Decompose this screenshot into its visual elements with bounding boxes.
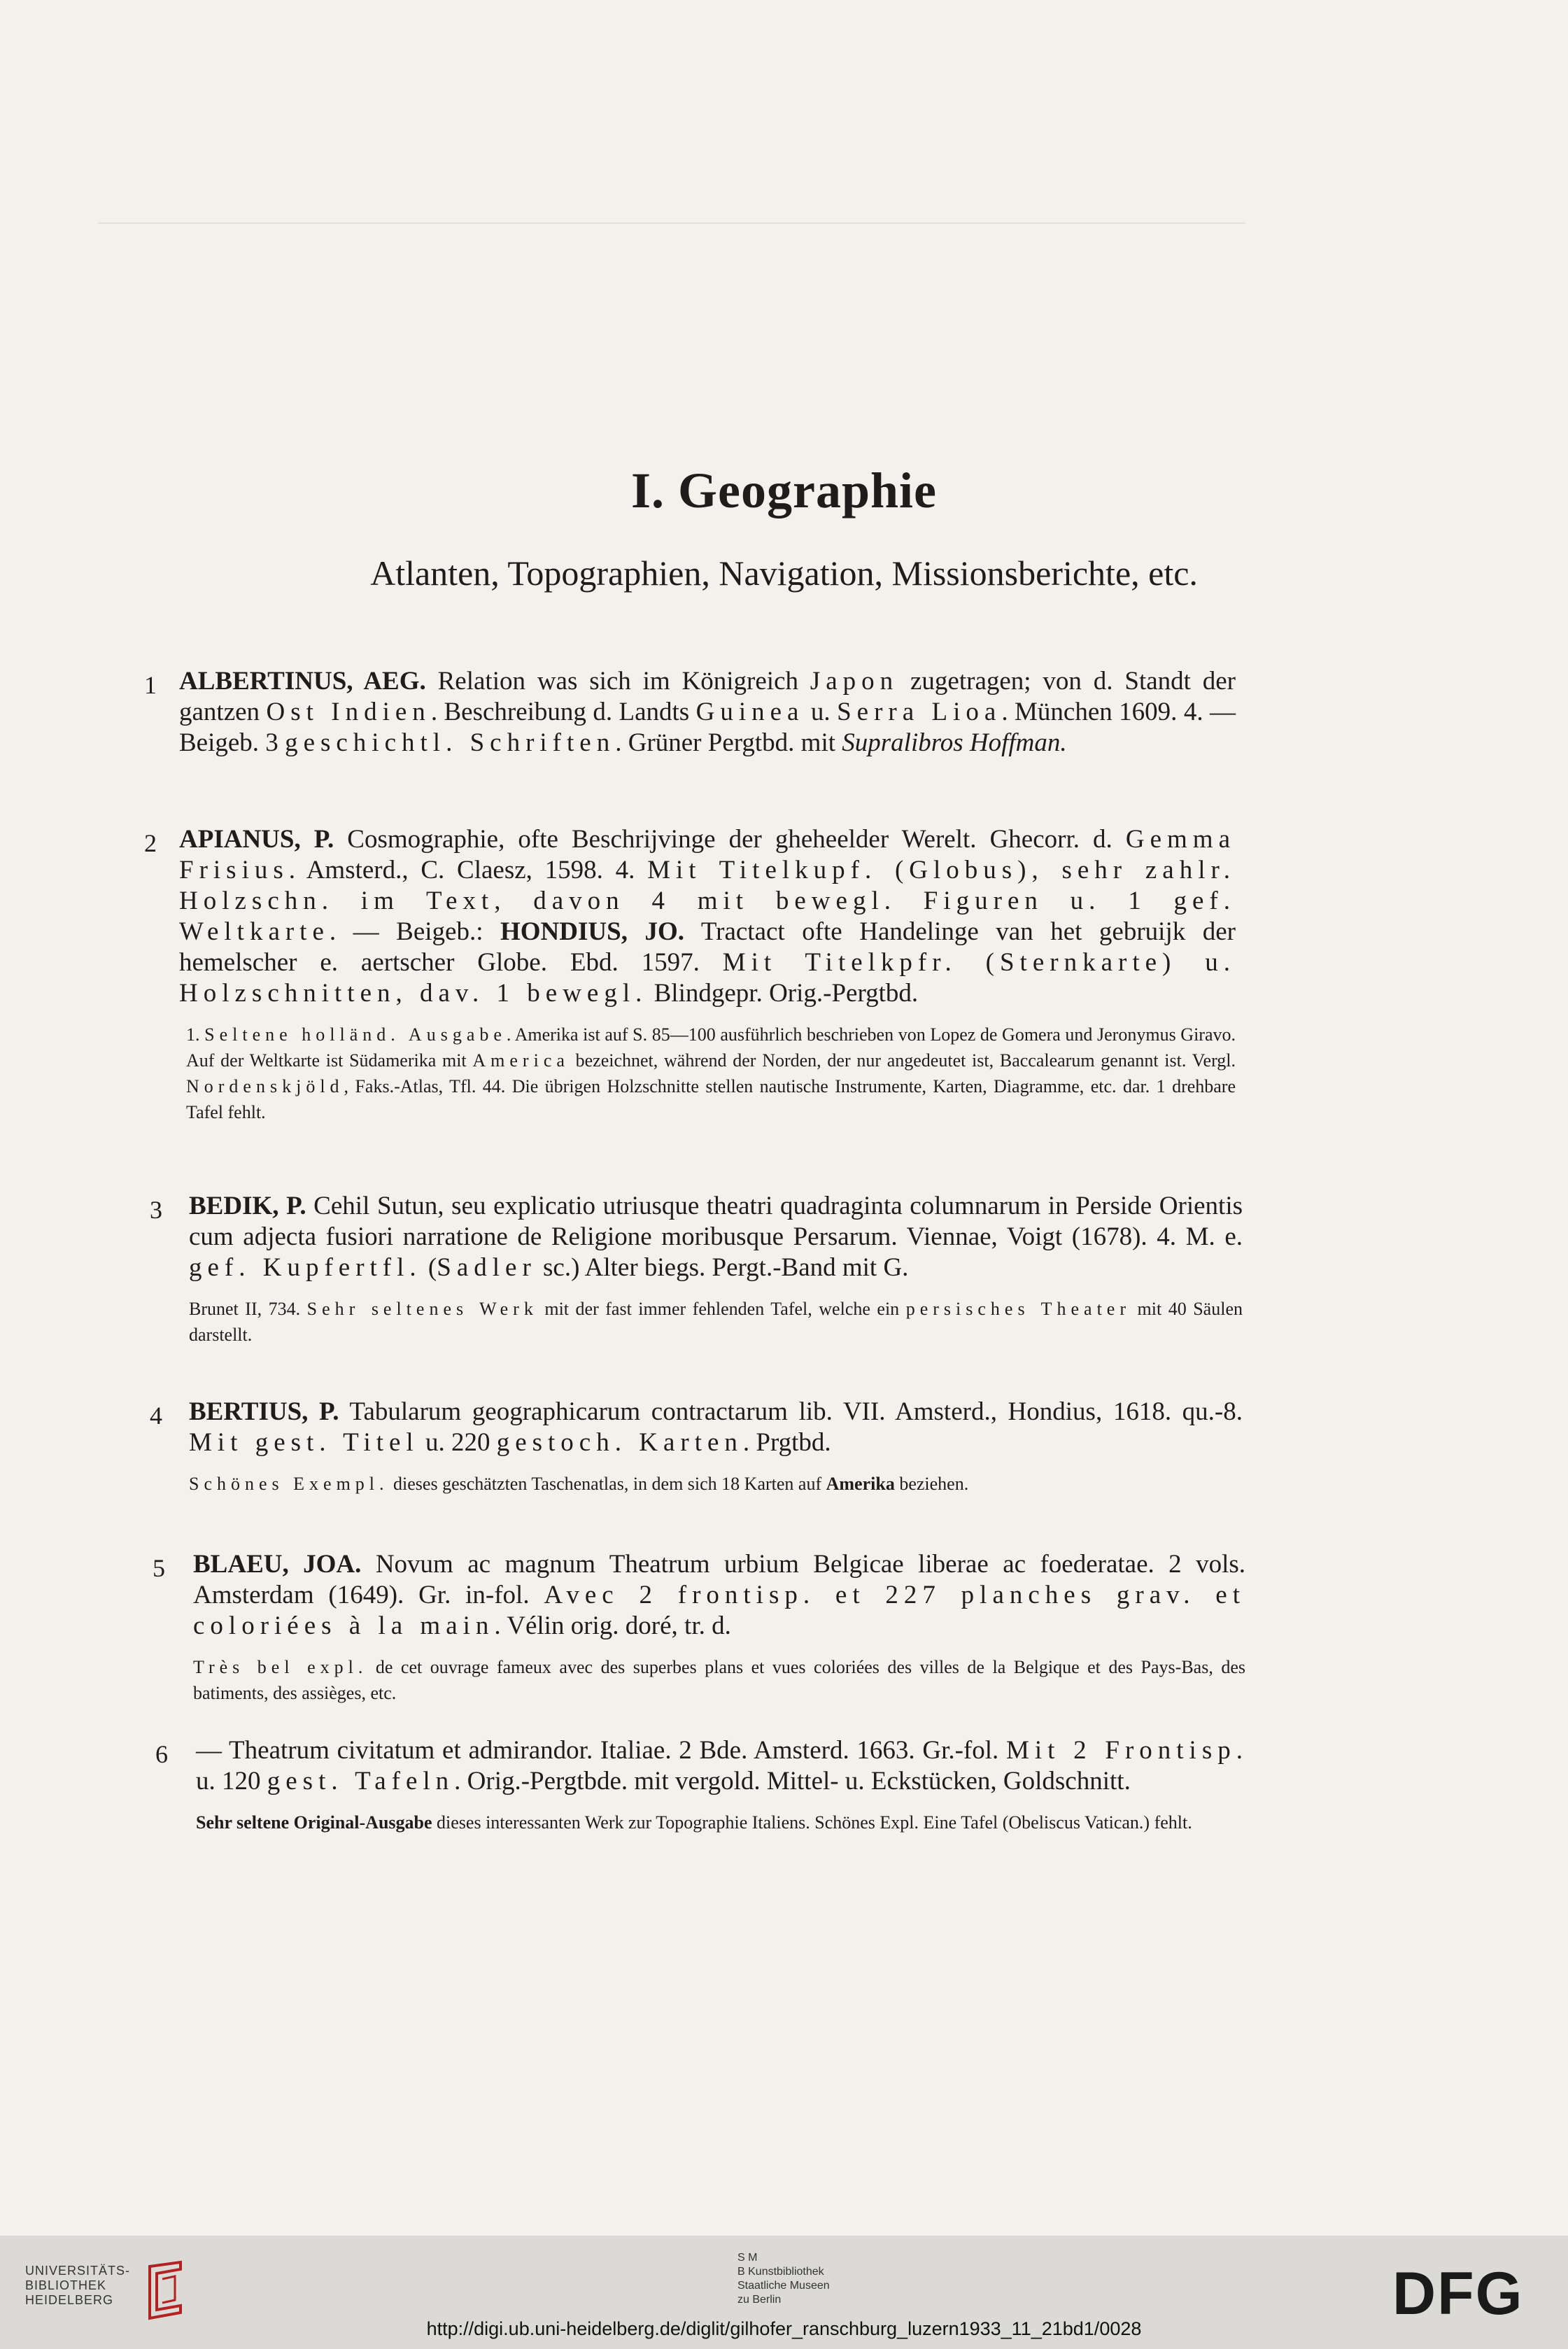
entry-number: 2 xyxy=(144,829,157,857)
entry-text-spaced: gest. Tafeln xyxy=(267,1767,455,1796)
ub-logo-line: HEIDELBERG xyxy=(25,2293,114,2307)
smb-logo-line: zu Berlin xyxy=(737,2294,782,2306)
note-spaced: Sehr seltenes Werk xyxy=(306,1299,538,1319)
entry-text xyxy=(179,824,1236,1009)
entry-note xyxy=(189,1471,1243,1497)
catalog-entry-6 xyxy=(143,1735,1248,1835)
note-part: Brunet II, 734. xyxy=(189,1299,307,1319)
entry-author: APIANUS, P. xyxy=(179,825,334,854)
entry-text-spaced: Ost Indien xyxy=(266,698,431,726)
entry-text-part: Blindgepr. Orig.-Pergtbd. xyxy=(647,979,919,1008)
ub-logo-line: UNIVERSITÄTS- xyxy=(25,2264,131,2278)
entry-text-part: . Orig.-Pergtbde. mit vergold. Mittel- u. Eckstücken, Goldschnitt. xyxy=(454,1767,1131,1796)
entry-text-part: — Theatrum civitatum et admirandor. Italiae. 2 Bde. Amsterd. 1663. Gr.-fol. xyxy=(196,1736,1006,1765)
note-part: beziehen. xyxy=(894,1474,969,1494)
entry-text-part: ( xyxy=(421,1253,437,1282)
permalink-url[interactable]: http://digi.ub.uni-heidelberg.de/diglit/gilhofer_ranschburg_luzern1933_11_21bd1/0028 xyxy=(426,2318,1142,2339)
entry-author: ALBERTINUS, AEG. xyxy=(179,667,426,696)
viewer-footer xyxy=(0,2236,1568,2349)
entry-text-part: . Grüner Pergtbd. mit xyxy=(615,728,842,757)
entry-text-spaced: Gemma Frisius xyxy=(179,825,1236,884)
catalog-entry-2 xyxy=(132,824,1236,1125)
dfg-logo[interactable]: DFG xyxy=(1392,2260,1524,2327)
entry-text-spaced: gestoch. Karten xyxy=(496,1428,743,1457)
entry-text-part: u. 120 xyxy=(196,1767,267,1796)
entry-text-part: . Vélin orig. doré, tr. d. xyxy=(494,1611,731,1640)
note-spaced: Schönes Exempl. xyxy=(189,1474,389,1494)
smb-logo-line: S M xyxy=(737,2252,758,2264)
entry-text-part: . Amsterd., C. Claesz, 1598. 4. xyxy=(288,856,648,884)
entry-text xyxy=(196,1735,1248,1797)
note-spaced: persisches Theater xyxy=(905,1299,1131,1319)
entry-text xyxy=(189,1191,1243,1283)
entry-text xyxy=(179,666,1236,759)
entry-text-part: . Prgtbd. xyxy=(742,1428,831,1457)
entry-note xyxy=(196,1810,1248,1835)
entry-note xyxy=(189,1296,1243,1348)
entry-text-part: . — Beigeb.: xyxy=(329,917,500,946)
smb-kunstbibliothek-logo[interactable] xyxy=(737,2251,830,2307)
entry-note xyxy=(193,1654,1245,1706)
entry-text-spaced: geschichtl. Schriften xyxy=(285,728,616,757)
ub-heidelberg-logo[interactable] xyxy=(25,2264,130,2308)
entry-text-part: Cosmographie, ofte Beschrijvinge der gheheelder Werelt. Ghecorr. d. xyxy=(334,825,1126,854)
entry-text-part: . München 1609. 4. — Beigeb. 3 xyxy=(179,698,1236,757)
entry-text-part: zugetragen; von d. Standt der gantzen xyxy=(179,667,1236,726)
note-part: mit 40 Säulen darstellt. xyxy=(189,1299,1243,1345)
note-part: , Faks.-Atlas, Tfl. 44. Die übrigen Holzschnitte stellen nautische Instrumente, Karten, Diagramme, etc. dar. 1 drehbare Tafel fehlt. xyxy=(186,1076,1236,1122)
entry-text-spaced: Guinea xyxy=(695,698,805,726)
entry-author: BLAEU, JOA. xyxy=(193,1550,362,1579)
note-part: dieses interessanten Werk zur Topographie Italiens. Schönes Expl. Eine Tafel (Obeliscus Vatican.) fehlt. xyxy=(432,1812,1192,1833)
entry-text-part: Relation was sich im Königreich xyxy=(425,667,810,696)
entry-note xyxy=(186,1022,1236,1125)
entry-text-part: Novum ac magnum Theatrum urbium Belgicae liberae ac foederatae. 2 vols. Amsterdam (1649). Gr. in-fol. xyxy=(193,1550,1246,1609)
catalog-entry-5 xyxy=(140,1549,1245,1706)
entry-author: BERTIUS, P. xyxy=(189,1397,339,1426)
ub-logo-line: BIBLIOTHEK xyxy=(25,2278,107,2292)
note-part: . Amerika ist auf S. 85—100 ausführlich beschrieben von Lopez de Gomera und Jeronymus Giravo. Auf der Weltkarte ist Südamerika mit xyxy=(186,1024,1236,1071)
smb-logo-line: Staatliche Museen xyxy=(737,2280,830,2292)
note-spaced: Très bel expl. xyxy=(193,1657,368,1677)
entry-text-spaced: Avec 2 frontisp. et 227 planches grav. et coloriées à la main xyxy=(193,1581,1245,1640)
entry-number: 6 xyxy=(155,1740,168,1768)
ub-heidelberg-mark-icon xyxy=(144,2259,186,2322)
entry-text-spaced: Mit gest. Titel xyxy=(189,1428,419,1457)
page-subtitle: Atlanten, Topographien, Navigation, Missionsberichte, etc. xyxy=(370,553,1198,593)
entry-text-spaced: gef. Kupfertfl. xyxy=(189,1253,422,1282)
note-part: dieses geschätzten Taschenatlas, in dem sich 18 Karten auf xyxy=(388,1474,826,1494)
entry-text-spaced: Japon xyxy=(810,667,899,696)
note-part: mit der fast immer fehlenden Tafel, welche ein xyxy=(537,1299,906,1319)
note-part: 1. xyxy=(186,1024,205,1045)
note-spaced: Seltene holländ. Ausgabe xyxy=(204,1024,507,1045)
entry-text-spaced: Sadler xyxy=(437,1253,537,1282)
entry-text-italic: Supralibros Hoffman. xyxy=(842,728,1067,757)
catalog-entry-4 xyxy=(137,1397,1243,1497)
note-bold: Sehr seltene Original-Ausgabe xyxy=(196,1812,432,1833)
entry-number: 5 xyxy=(153,1554,165,1582)
note-part: de cet ouvrage fameux avec des superbes plans et vues coloriées des villes de la Belgique et des Pays-Bas, des batiments, des assièges, etc. xyxy=(193,1657,1246,1703)
entry-number: 1 xyxy=(144,671,157,699)
page-title: I. Geographie xyxy=(631,463,937,519)
entry-text-spaced: Mit Titelkupf. (Globus), sehr zahlr. Holzschn. im Text, davon 4 mit bewegl. Figuren u. 1 gef. Weltkarte xyxy=(179,856,1236,946)
entry-text-part: Cehil Sutun, seu explicatio utriusque theatri quadraginta columnarum in Perside Orientis cum adjecta fusiori narratione de Religione moribusque Persarum. Viennae, Voigt (1678). 4. M. e. xyxy=(189,1192,1243,1251)
entry-text xyxy=(193,1549,1245,1642)
entry-text-part: u. 220 xyxy=(418,1428,497,1457)
entry-text-spaced: Mit 2 Frontisp. xyxy=(1006,1736,1248,1765)
entry-text-part: u. xyxy=(804,698,838,726)
note-bold: Amerika xyxy=(826,1474,895,1494)
entry-text-part: Tabularum geographicarum contractarum lib. VII. Amsterd., Hondius, 1618. qu.-8. xyxy=(339,1397,1243,1426)
note-spaced: Nordenskjöld xyxy=(186,1076,344,1096)
entry-author-secondary: HONDIUS, JO. xyxy=(500,917,684,946)
note-spaced: America xyxy=(472,1050,570,1071)
catalog-entry-3 xyxy=(137,1191,1243,1348)
entry-text-part: Tractact ofte Handelinge van het gebruijk der hemelscher e. aertscher Globe. Ebd. 1597. xyxy=(179,917,1236,977)
entry-text xyxy=(189,1397,1243,1458)
catalog-entry-1 xyxy=(132,666,1236,759)
entry-text-part: sc.) Alter biegs. Pergt.-Band mit G. xyxy=(536,1253,909,1282)
entry-text-spaced: Mit Titelkpfr. (Sternkarte) u. Holzschnitten, dav. 1 bewegl. xyxy=(179,948,1236,1008)
entry-number: 4 xyxy=(150,1402,162,1430)
note-part: bezeichnet, während der Norden, der nur angedeutet ist, Baccalearum genannt ist. Vergl. xyxy=(569,1050,1236,1071)
entry-author: BEDIK, P. xyxy=(189,1192,306,1220)
entry-number: 3 xyxy=(150,1196,162,1224)
entry-text-part: . Beschreibung d. Landts xyxy=(430,698,696,726)
smb-logo-line: B Kunstbibliothek xyxy=(737,2266,824,2278)
entry-text-spaced: Serra Lioa xyxy=(837,698,1002,726)
